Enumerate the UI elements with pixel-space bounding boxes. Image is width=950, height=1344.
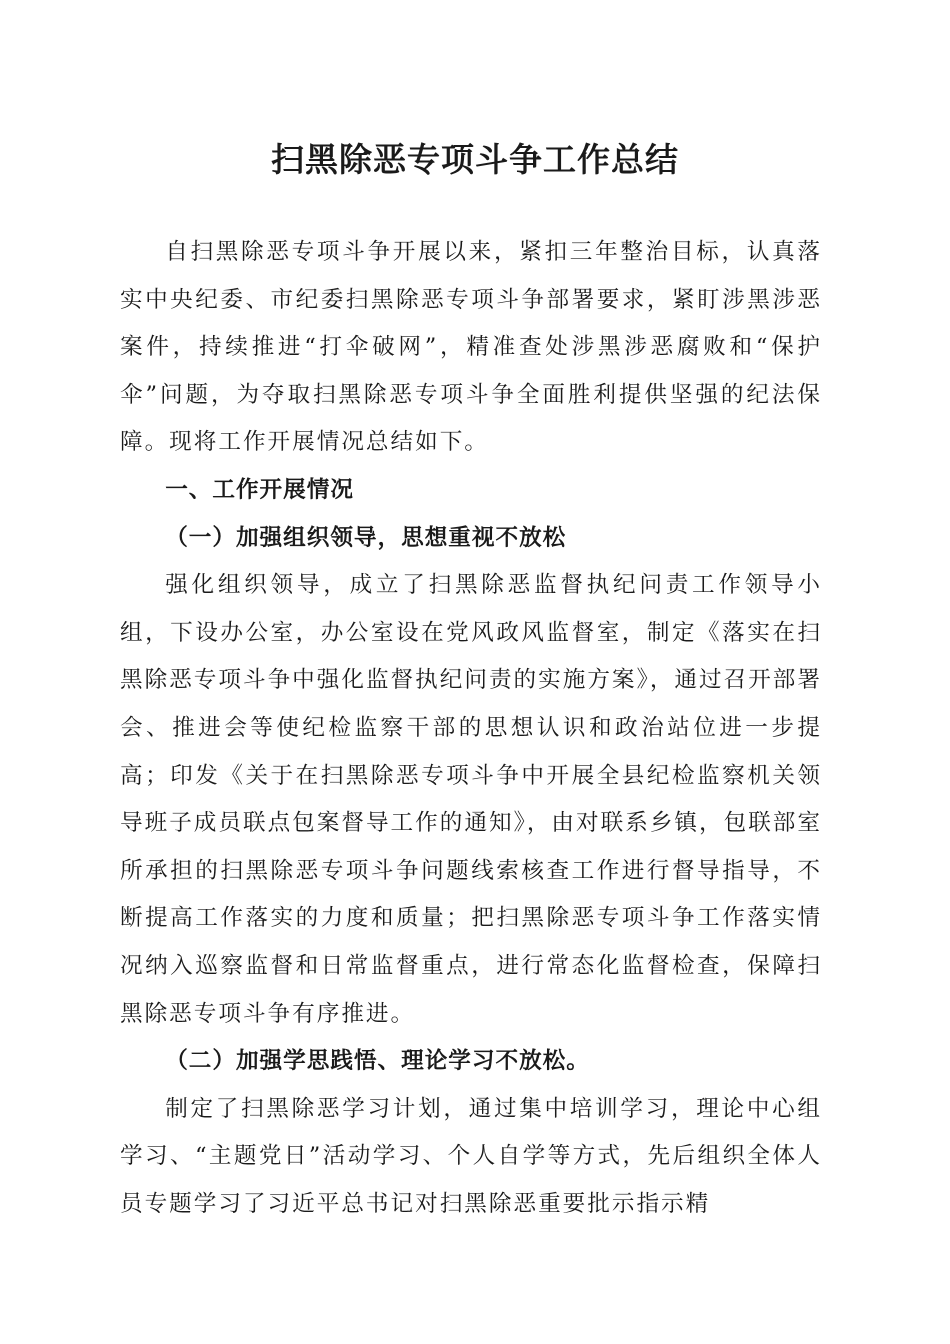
section-heading-work-status: 一、工作开展情况 — [165, 476, 354, 503]
document-title: 扫黑除恶专项斗争工作总结 — [271, 140, 679, 179]
leadership-paragraph: 强化组织领导，成立了扫黑除恶监督执纪问责工作领导小组，下设办公室，办公室设在党风政风监督室，制定《落实在扫黑除恶专项斗争中强化监督执纪问责的实施方案》，通过召开部署会、推进会等使纪检监察干部的思想认识和政治站位进一步提高；印发《关于在扫黑除恶专项斗争中开展全县纪检监察机关领导班子成员联点包案督导工作的通知》，由对联系乡镇，包联部室所承担的扫黑除恶专项斗争问题线索核查工作进行督导指导，不断提高工作落实的力度和质量；把扫黑除恶专项斗争工作落实情况纳入巡察监督和日常监督重点，进行常态化监督检查，保障扫黑除恶专项斗争有序推进。 — [120, 572, 822, 1027]
intro-paragraph: 自扫黑除恶专项斗争开展以来，紧扣三年整治目标，认真落实中央纪委、市纪委扫黑除恶专项斗争部署要求，紧盯涉黑涉恶案件，持续推进“打伞破网”，精准查处涉黑涉恶腐败和“保护伞”问题，为夺取扫黑除恶专项斗争全面胜利提供坚强的纪法保障。现将工作开展情况总结如下。 — [120, 239, 822, 456]
subsection-heading-study: （二）加强学思践悟、理论学习不放松。 — [165, 1048, 590, 1075]
subsection-heading-leadership: （一）加强组织领导，思想重视不放松 — [165, 524, 567, 551]
study-paragraph: 制定了扫黑除恶学习计划，通过集中培训学习，理论中心组学习、“主题党日”活动学习、个人自学等方式，先后组织全体人员专题学习了习近平总书记对扫黑除恶重要批示指示精 — [120, 1095, 822, 1217]
document-body — [120, 229, 822, 1228]
